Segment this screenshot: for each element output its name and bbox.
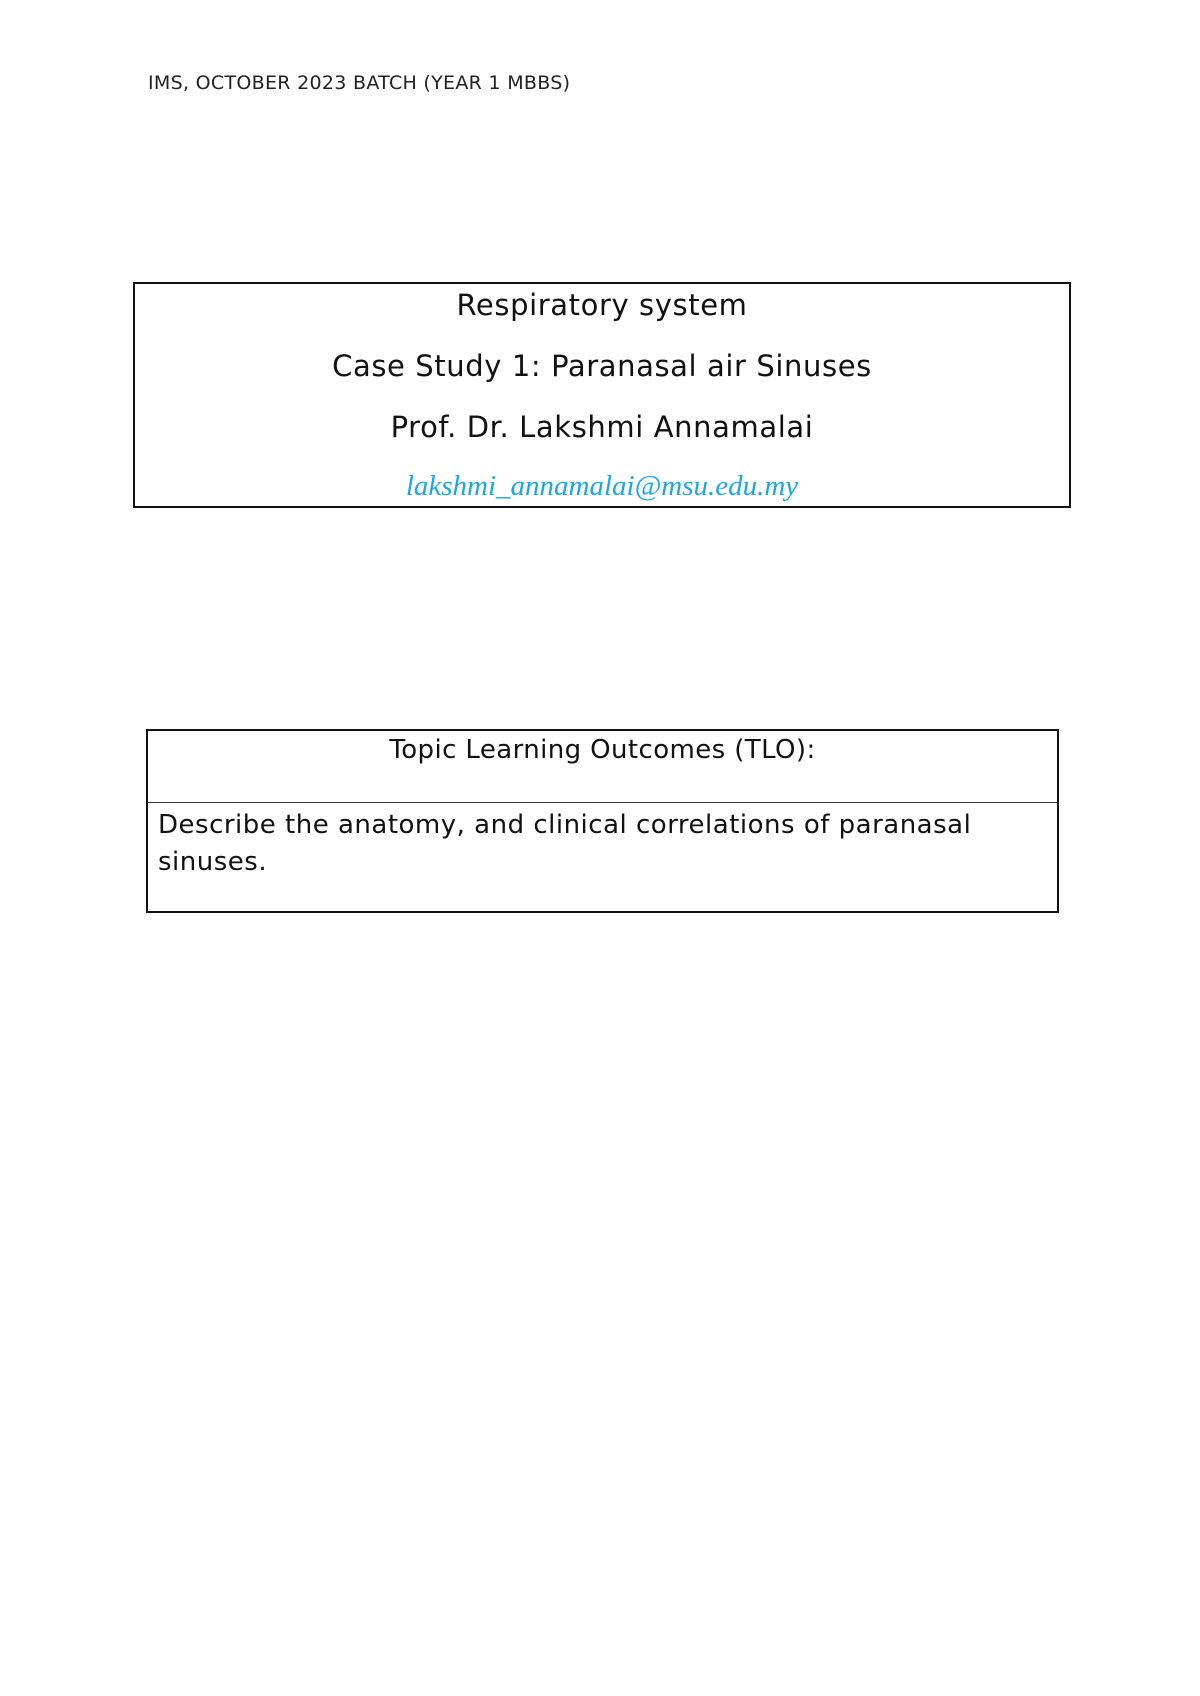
tlo-outcome: Describe the anatomy, and clinical correlations of paranasal sinuses. [158,810,972,877]
system-title: Respiratory system [456,288,748,322]
title-box [133,282,1071,508]
page-header: IMS, OCTOBER 2023 BATCH (YEAR 1 MBBS) [148,72,571,94]
tlo-heading: Topic Learning Outcomes (TLO): [148,731,1057,803]
author-email-link[interactable]: lakshmi_annamalai@msu.edu.my [405,470,799,502]
case-study-title: Case Study 1: Paranasal air Sinuses [332,349,872,383]
tlo-table [146,729,1059,913]
author-name: Prof. Dr. Lakshmi Annamalai [390,410,814,444]
